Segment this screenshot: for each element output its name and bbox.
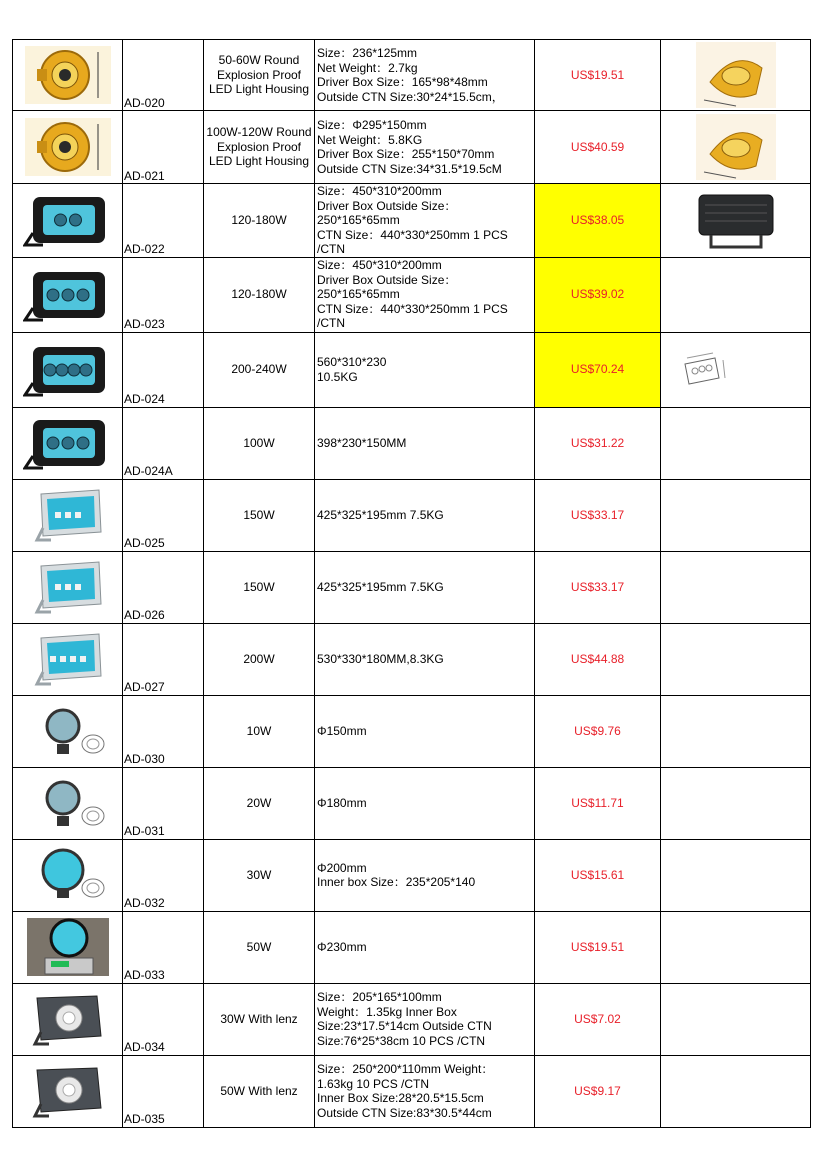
extra-image-cell [661,983,811,1055]
extra-image-cell [661,479,811,551]
price: US$11.71 [535,767,661,839]
item-code: AD-027 [123,623,204,695]
spec-text: Size：205*165*100mm Weight：1.35kg Inner Box Size:23*17.5*14cm Outside CTN Size:76*25*38cm 10 PCS /CTN [315,983,535,1055]
item-code: AD-020 [123,40,204,111]
spec-text: 398*230*150MM [315,407,535,479]
table-row [13,911,811,983]
spec-text: Size：450*310*200mm Driver Box Outside Size： 250*165*65mm CTN Size：440*330*250mm 1 PCS /CTN [315,257,535,332]
power-description: 50W With lenz [204,1055,315,1127]
spec-text: 425*325*195mm 7.5KG [315,551,535,623]
extra-image-cell [661,407,811,479]
item-code: AD-030 [123,695,204,767]
power-description: 30W [204,839,315,911]
product-photo [13,111,123,184]
price: US$7.02 [535,983,661,1055]
product-photo [13,767,123,839]
power-description: 120-180W [204,257,315,332]
extra-image-cell [661,911,811,983]
table-row [13,479,811,551]
table-row [13,1055,811,1127]
product-photo [13,257,123,332]
white-floodlight-icon [13,556,122,618]
price: US$19.51 [535,911,661,983]
product-photo [13,332,123,407]
item-code: AD-024A [123,407,204,479]
table-row [13,767,811,839]
price-list-table [12,39,811,1128]
power-description: 200-240W [204,332,315,407]
power-description: 150W [204,551,315,623]
power-description: 10W [204,695,315,767]
power-description: 20W [204,767,315,839]
round-explosion-proof-light-icon [13,116,122,178]
price: US$70.24 [535,332,661,407]
lens-floodlight-icon [13,1060,122,1122]
product-photo [13,479,123,551]
extra-image-cell [661,332,811,407]
table-row [13,623,811,695]
table-row [13,695,811,767]
item-code: AD-021 [123,111,204,184]
price: US$9.76 [535,695,661,767]
power-description: 30W With lenz [204,983,315,1055]
power-description: 120-180W [204,184,315,258]
extra-image-cell [661,111,811,184]
price: US$44.88 [535,623,661,695]
power-description: 100W [204,407,315,479]
floodlight-back-view-photo-icon [661,189,810,251]
product-photo [13,983,123,1055]
table-row [13,983,811,1055]
black-floodlight-2-led-icon [13,189,122,251]
spec-text: 530*330*180MM,8.3KG [315,623,535,695]
price: US$15.61 [535,839,661,911]
round-spotlight-icon [13,700,122,762]
product-photo [13,839,123,911]
price: US$39.02 [535,257,661,332]
extra-image-cell [661,184,811,258]
extra-image-cell [661,1055,811,1127]
product-photo [13,1055,123,1127]
power-description: 50-60W Round Explosion Proof LED Light Housing [204,40,315,111]
item-code: AD-026 [123,551,204,623]
power-description: 50W [204,911,315,983]
product-photo [13,40,123,111]
power-description: 100W-120W Round Explosion Proof LED Light Housing [204,111,315,184]
item-code: AD-024 [123,332,204,407]
white-floodlight-4-led-icon [13,628,122,690]
explosion-proof-housing-dimension-photo-icon [661,114,810,180]
table-row [13,551,811,623]
spec-text: 560*310*230 10.5KG [315,332,535,407]
extra-image-cell [661,40,811,111]
price: US$33.17 [535,551,661,623]
white-floodlight-icon [13,484,122,546]
extra-image-cell [661,839,811,911]
table-row [13,407,811,479]
item-code: AD-031 [123,767,204,839]
table-row [13,839,811,911]
item-code: AD-035 [123,1055,204,1127]
item-code: AD-022 [123,184,204,258]
spec-text: Size：450*310*200mm Driver Box Outside Size： 250*165*65mm CTN Size：440*330*250mm 1 PCS /CTN [315,184,535,258]
power-description: 200W [204,623,315,695]
round-spotlight-blue-icon [13,844,122,906]
spec-text: Size：Φ295*150mm Net Weight：5.8KG Driver Box Size：255*150*70mm Outside CTN Size:34*31.5*19.5cM [315,111,535,184]
item-code: AD-033 [123,911,204,983]
lens-floodlight-icon [13,988,122,1050]
product-photo [13,911,123,983]
table-row [13,40,811,111]
price: US$33.17 [535,479,661,551]
item-code: AD-025 [123,479,204,551]
product-photo [13,407,123,479]
extra-image-cell [661,623,811,695]
round-explosion-proof-light-icon [13,44,122,106]
extra-image-cell [661,257,811,332]
table-row [13,184,811,258]
table-row [13,257,811,332]
table-row [13,111,811,184]
price: US$38.05 [535,184,661,258]
black-floodlight-4-led-icon [13,339,122,401]
table-row [13,332,811,407]
product-photo [13,695,123,767]
black-floodlight-3-led-icon [13,412,122,474]
extra-image-cell [661,767,811,839]
spotlight-on-scale-photo-icon [13,916,122,978]
item-code: AD-032 [123,839,204,911]
power-description: 150W [204,479,315,551]
spec-text: Φ230mm [315,911,535,983]
price: US$9.17 [535,1055,661,1127]
product-photo [13,623,123,695]
price: US$40.59 [535,111,661,184]
price-list-body [13,40,811,1128]
floodlight-dimension-sketch-icon [661,350,810,390]
spec-text: Size：250*200*110mm Weight： 1.63kg 10 PCS /CTN Inner Box Size:28*20.5*15.5cm Outside CTN Size:83*30.5*44cm [315,1055,535,1127]
explosion-proof-housing-dimension-photo-icon [661,42,810,108]
spec-text: Φ150mm [315,695,535,767]
item-code: AD-034 [123,983,204,1055]
spec-text: Size：236*125mm Net Weight：2.7kg Driver Box Size：165*98*48mm Outside CTN Size:30*24*15.5cm， [315,40,535,111]
price: US$19.51 [535,40,661,111]
spec-text: Φ200mm Inner box Size：235*205*140 [315,839,535,911]
spec-text: Φ180mm [315,767,535,839]
black-floodlight-3-led-icon [13,264,122,326]
product-photo [13,184,123,258]
spec-text: 425*325*195mm 7.5KG [315,479,535,551]
round-spotlight-icon [13,772,122,834]
product-photo [13,551,123,623]
extra-image-cell [661,551,811,623]
extra-image-cell [661,695,811,767]
price: US$31.22 [535,407,661,479]
item-code: AD-023 [123,257,204,332]
